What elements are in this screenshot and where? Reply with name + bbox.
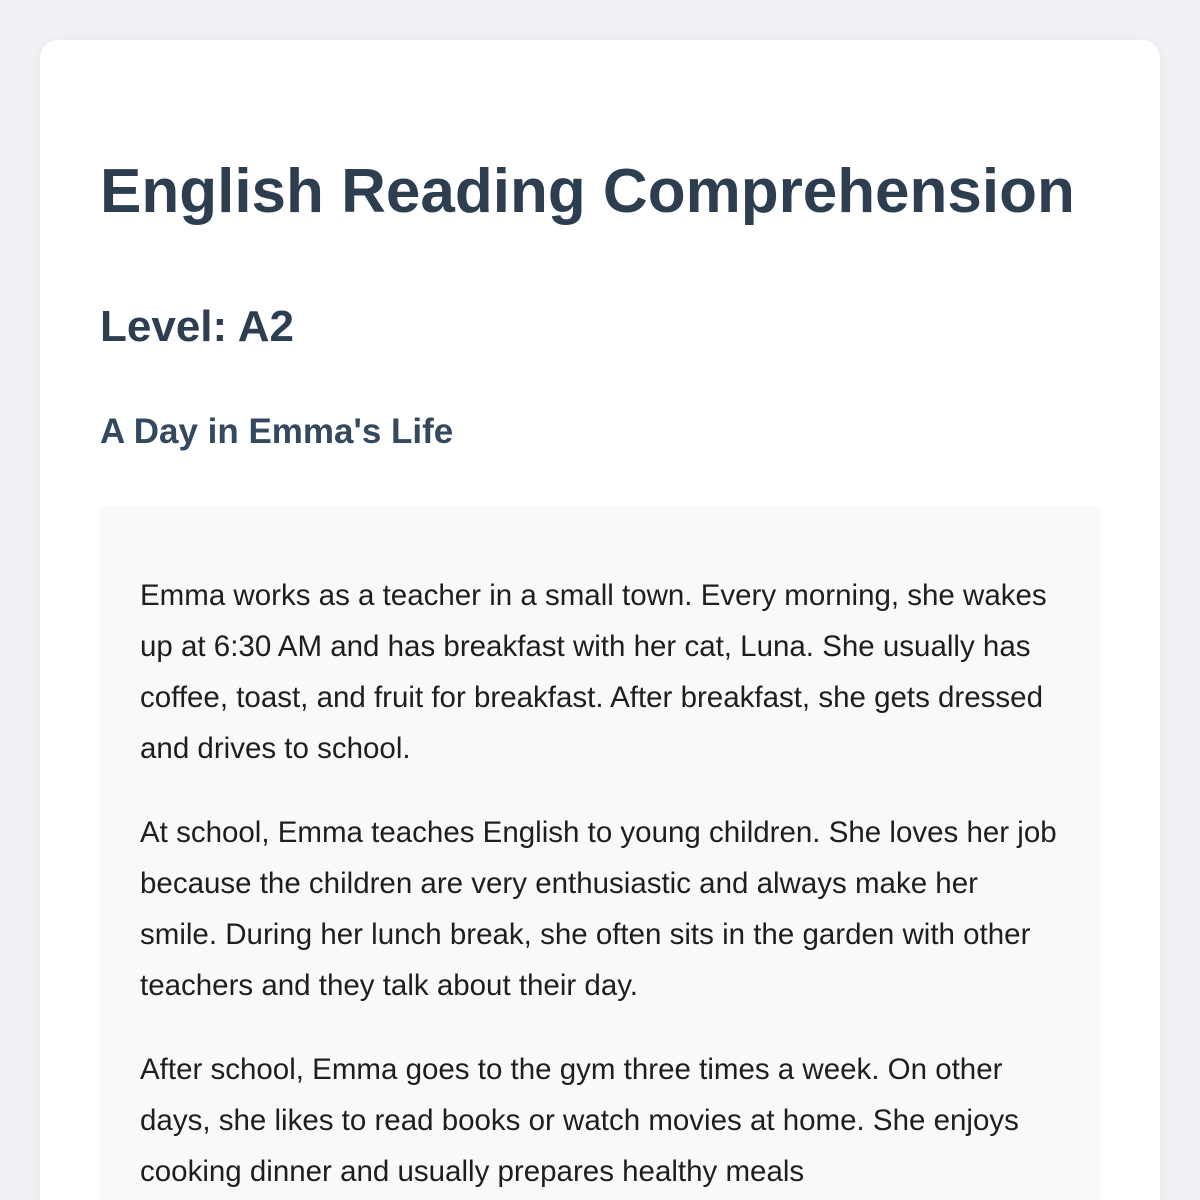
level-heading: Level: A2 — [100, 302, 295, 351]
passage-paragraph: After school, Emma goes to the gym three times a week. On other days, she likes to read books or watch movies at home. She enjoys cooking dinner and usually prepares healthy meals — [140, 1053, 1019, 1188]
passage-paragraph: Emma works as a teacher in a small town. Every morning, she wakes up at 6:30 AM and has breakfast with her cat, Luna. She usually has coffee, toast, and fruit for breakfast. After breakfast, she gets dressed and drives to school. — [140, 579, 1047, 765]
story-title: A Day in Emma's Life — [100, 412, 454, 451]
passage-paragraph: At school, Emma teaches English to young children. She loves her job because the children are very enthusiastic and always make her smile. During her lunch break, she often sits in the garden with other teachers and they talk about their day. — [140, 816, 1057, 1002]
content-card — [40, 40, 1160, 1200]
reading-passage — [100, 506, 1100, 1200]
page-title: English Reading Comprehension — [100, 157, 1075, 226]
